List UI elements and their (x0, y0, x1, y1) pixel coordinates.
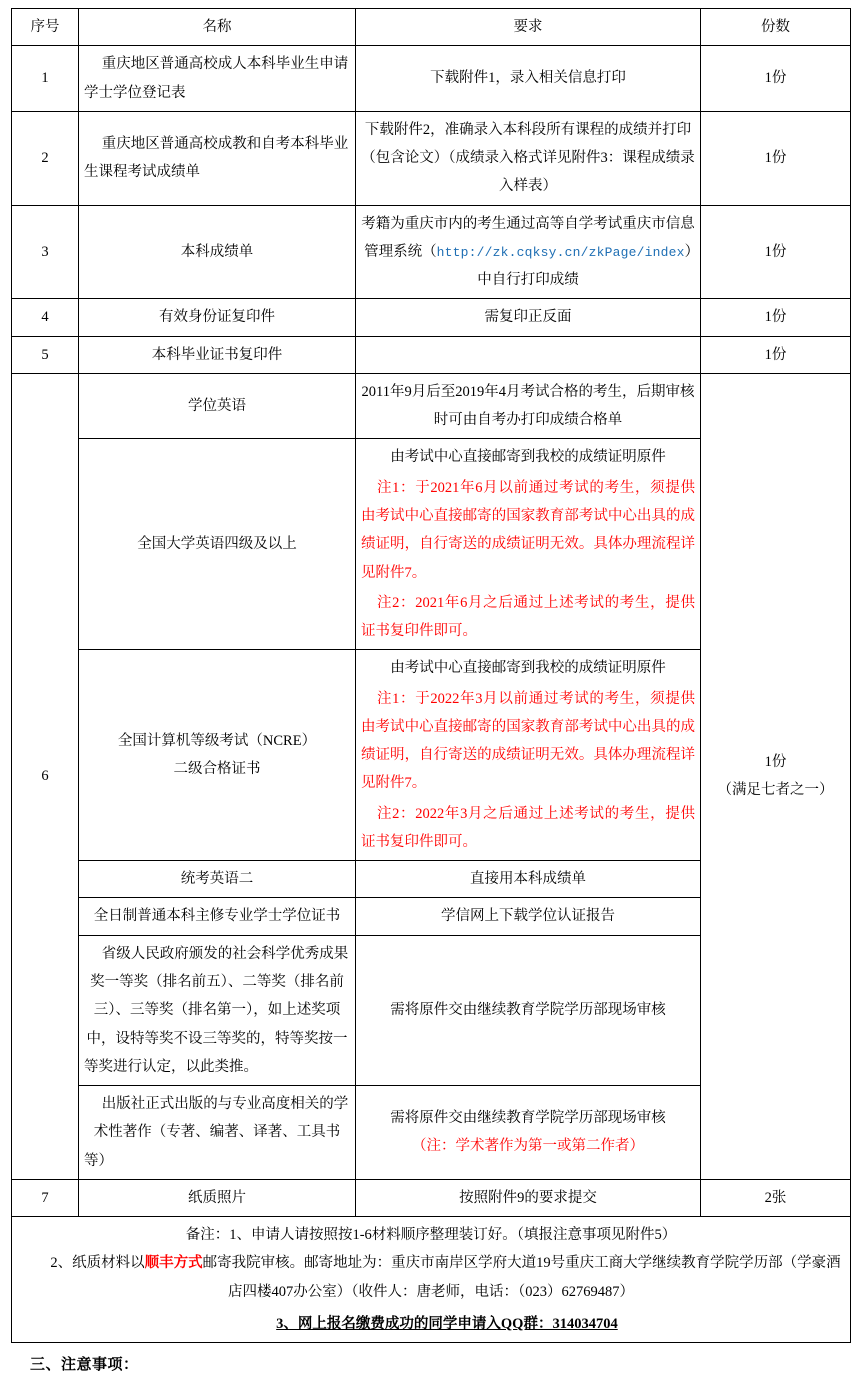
cell-no: 2 (12, 111, 79, 205)
cell-requirement: 下载附件1，录入相关信息打印 (356, 46, 701, 112)
header-cell-requirement: 要求 (356, 9, 701, 46)
cell-name: 本科成绩单 (79, 205, 356, 299)
cell-quantity: 1份 (701, 205, 851, 299)
requirement-note-2: 注2：2021年6月之后通过上述考试的考生，提供证书复印件即可。 (361, 594, 695, 640)
cell-requirement: 2011年9月后至2019年4月考试合格的考生，后期审核时可由自考办打印成绩合格单 (356, 373, 701, 439)
cell-requirement (356, 650, 701, 861)
cell-name: 统考英语二 (79, 861, 356, 898)
cell-requirement: 学信网上下载学位认证报告 (356, 898, 701, 935)
cell-requirement: 需复印正反面 (356, 299, 701, 336)
remarks-row (12, 1217, 851, 1343)
cell-no: 4 (12, 299, 79, 336)
cell-name: 纸质照片 (79, 1179, 356, 1216)
cell-requirement (356, 1086, 701, 1180)
requirement-main: 需将原件交由继续教育学院学历部现场审核 (390, 1110, 666, 1127)
table-row (12, 336, 851, 373)
table-row (12, 373, 851, 439)
cell-no: 5 (12, 336, 79, 373)
cell-requirement: 直接用本科成绩单 (356, 861, 701, 898)
cell-no: 6 (12, 373, 79, 1179)
cell-name: 本科毕业证书复印件 (79, 336, 356, 373)
cell-name: 全日制普通本科主修专业学士学位证书 (79, 898, 356, 935)
cell-no: 7 (12, 1179, 79, 1216)
remark-2-post: 邮寄我院审核。邮寄地址为：重庆市南岸区学府大道19号重庆工商大学继续教育学院学历部（学豪酒店四楼407办公室）（收件人：唐老师，电话：（023）62769487） (202, 1255, 841, 1300)
cell-quantity: 2张 (701, 1179, 851, 1216)
header-cell-name: 名称 (79, 9, 356, 46)
cell-name-line-1: 全国计算机等级考试（NCRE） (117, 732, 317, 749)
cell-quantity: 1份 (701, 336, 851, 373)
document-page (0, 8, 860, 1390)
cell-quantity: 1份 (701, 111, 851, 205)
cell-quantity (701, 373, 851, 1179)
requirement-note-2: 注2：2022年3月之后通过上述考试的考生，提供证书复印件即可。 (361, 805, 695, 850)
requirement-note-1: 注1：于2022年3月以前通过考试的考生，须提供由考试中心直接邮寄的国家教育部考试中心出具的成绩证明，自行寄送的成绩证明无效。具体办理流程详见附件7。 (361, 690, 695, 792)
header-cell-quantity: 份数 (701, 9, 851, 46)
remarks-cell (12, 1217, 851, 1343)
cell-no: 3 (12, 205, 79, 299)
requirement-text-pre: 考籍为重庆市内的考生通过高等自学考试重庆市信息管理系统（ (361, 215, 695, 260)
cell-name: 重庆地区普通高校成人本科毕业生申请学士学位登记表 (79, 46, 356, 112)
cell-no: 1 (12, 46, 79, 112)
requirements-table (11, 8, 851, 1343)
requirement-main: 由考试中心直接邮寄到我校的成绩证明原件 (390, 660, 666, 677)
table-row (12, 205, 851, 299)
quantity-main: 1份 (764, 754, 787, 771)
cell-name: 重庆地区普通高校成教和自考本科毕业生课程考试成绩单 (79, 111, 356, 205)
cell-requirement: 按照附件9的要求提交 (356, 1179, 701, 1216)
qq-group-link[interactable]: 3、网上报名缴费成功的同学申请入QQ群：314034704 (276, 1315, 618, 1332)
header-cell-no: 序号 (12, 9, 79, 46)
cell-name: 出版社正式出版的与专业高度相关的学术性著作（专著、编著、译著、工具书等） (79, 1086, 356, 1180)
requirement-note-1: 注1：于2021年6月以前通过考试的考生，须提供由考试中心直接邮寄的国家教育部考试中心出具的成绩证明，自行寄送的成绩证明无效。具体办理流程详见附件7。 (361, 479, 695, 581)
cell-name (79, 650, 356, 861)
cell-requirement: 下载附件2，准确录入本科段所有课程的成绩并打印（包含论文）（成绩录入格式详见附件3：课程成绩录入样表） (356, 111, 701, 205)
table-row (12, 299, 851, 336)
cell-name: 省级人民政府颁发的社会科学优秀成果奖一等奖（排名前五）、二等奖（排名前三）、三等奖（排名第一），如上述奖项中，设特等奖不设三等奖的，特等奖按一等奖进行认定，以此类推。 (79, 935, 356, 1085)
table-row (12, 46, 851, 112)
table-row (12, 111, 851, 205)
cell-requirement (356, 439, 701, 650)
remark-line-3 (17, 1310, 845, 1338)
remark-line-2 (17, 1249, 845, 1306)
cell-quantity: 1份 (701, 299, 851, 336)
cell-requirement (356, 205, 701, 299)
table-header-row (12, 9, 851, 46)
requirement-note-red: （注：学术著作为第一或第二作者） (412, 1138, 644, 1155)
cell-requirement: 需将原件交由继续教育学院学历部现场审核 (356, 935, 701, 1085)
cell-requirement (356, 336, 701, 373)
transcript-system-url[interactable]: http://zk.cqksy.cn/zkPage/index (436, 244, 685, 260)
remark-line-1: 备注：1、申请人请按照按1-6材料顺序整理装订好。（填报注意事项见附件5） (185, 1227, 677, 1244)
section-title-notes: 三、注意事项： (30, 1357, 139, 1374)
quantity-note: （满足七者之一） (717, 782, 834, 799)
table-row (12, 1179, 851, 1216)
cell-name: 有效身份证复印件 (79, 299, 356, 336)
cell-name-line-2: 二级合格证书 (173, 761, 261, 778)
cell-name: 学位英语 (79, 373, 356, 439)
remark-2-pre: 2、纸质材料以 (50, 1255, 145, 1272)
requirement-text-post: ）中自行打印成绩 (477, 243, 692, 289)
requirement-main: 由考试中心直接邮寄到我校的成绩证明原件 (390, 449, 666, 466)
cell-quantity: 1份 (701, 46, 851, 112)
cell-name: 全国大学英语四级及以上 (79, 439, 356, 650)
shipping-method-highlight: 顺丰方式 (144, 1255, 203, 1272)
